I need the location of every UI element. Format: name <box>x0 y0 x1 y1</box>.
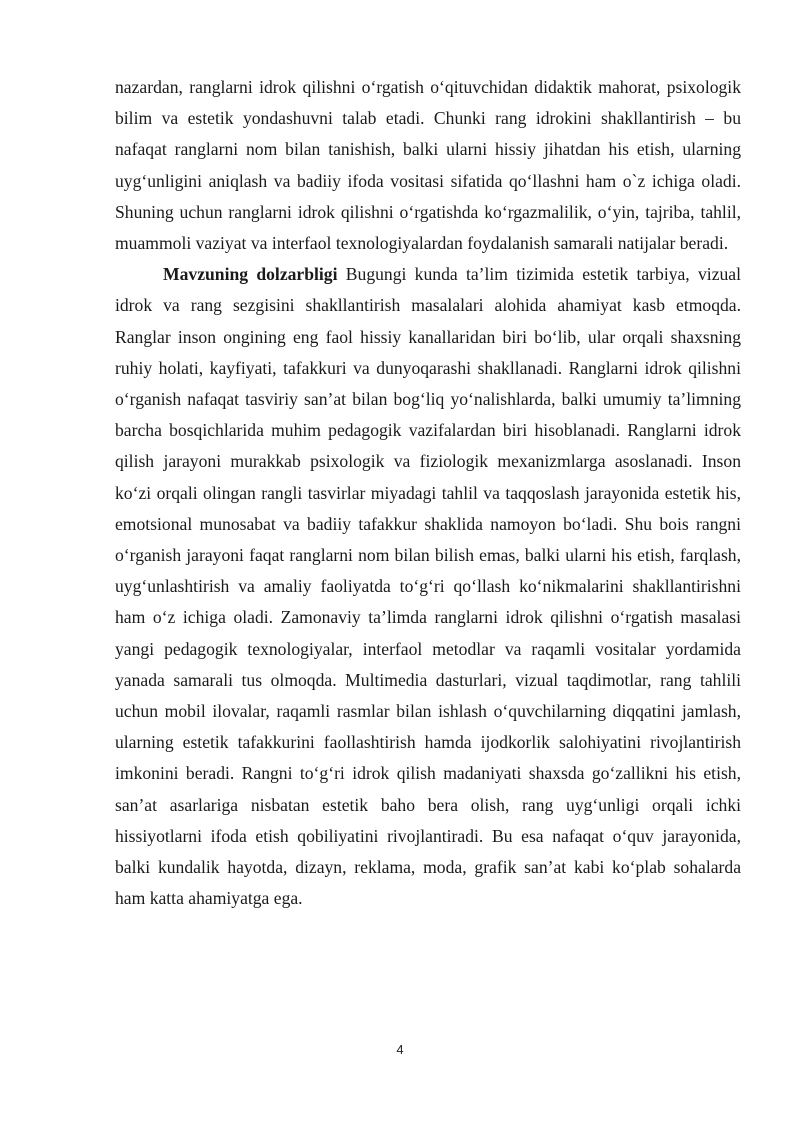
body-text <box>115 72 741 914</box>
paragraph-text: Bugungi kunda ta’lim tizimida estetik tarbiya, vizual idrok va rang sezgisini shakllantirish masalalari alohida ahamiyat kasb etmoqda. Ranglar inson ongining eng faol hissiy kanallaridan biri bo‘lib, ular orqali shaxsning ruhiy holati, kayfiyati, tafakkuri va dunyoqarashi shakllanadi. Ranglarni idrok qilishni o‘rganish nafaqat tasviriy san’at bilan bog‘liq yo‘nalishlarda, balki umumiy ta’limning barcha bosqichlarida muhim pedagogik vazifalardan biri hisoblanadi. Ranglarni idrok qilish jarayoni murakkab psixologik va fiziologik mexanizmlarga asoslanadi. Inson ko‘zi orqali olingan rangli tasvirlar miyadagi tahlil va taqqoslash jarayonida estetik his, emotsional munosabat va badiiy tafakkur shaklida namoyon bo‘ladi. Shu bois rangni o‘rganish jarayoni faqat ranglarni nom bilan bilish emas, balki ularni his etish, farqlash, uyg‘unlashtirish va amaliy faoliyatda to‘g‘ri qo‘llash ko‘nikmalarini shakllantirishni ham o‘z ichiga oladi. Zamonaviy ta’limda ranglarni idrok qilishni o‘rgatish masalasi yangi pedagogik texnologiyalar, interfaol metodlar va raqamli vositalar yordamida yanada samarali tus olmoqda. Multimedia dasturlari, vizual taqdimotlar, rang tahlili uchun mobil ilovalar, raqamli rasmlar bilan ishlash o‘quvchilarning diqqatini jamlash, ularning estetik tafakkurini faollashtirish hamda ijodkorlik salohiyatini rivojlantirish imkonini beradi. Rangni to‘g‘ri idrok qilish madaniyati shaxsda go‘zallikni his etish, san’at asarlariga nisbatan estetik baho bera olish, rang uyg‘unligi orqali ichki hissiyotlarni ifoda etish qobiliyatini rivojlantiradi. Bu esa nafaqat o‘quv jarayonida, balki kundalik hayotda, dizayn, reklama, moda, grafik san’at kabi ko‘plab sohalarda ham katta ahamiyatga ega. <box>115 264 741 909</box>
page-number: 4 <box>396 1042 404 1057</box>
paragraph-text: nazardan, ranglarni idrok qilishni o‘rgatish o‘qituvchidan didaktik mahorat, psixologik bilim va estetik yondashuvni talab etadi. Chunki rang idrokini shakllantirish – bu nafaqat ranglarni nom bilan tanishish, balki ularni hissiy jihatdan his etish, ularning uyg‘unligini aniqlash va badiiy ifoda vositasi sifatida qo‘llashni ham o`z ichiga oladi. Shuning uchun ranglarni idrok qilishni o‘rgatishda ko‘rgazmalilik, o‘yin, tajriba, tahlil, muammoli vaziyat va interfaol texnologiyalardan foydalanish samarali natijalar beradi. <box>115 77 741 254</box>
paragraph-continuation <box>115 72 741 259</box>
paragraph-relevance <box>115 259 741 914</box>
section-heading: Mavzuning dolzarbligi <box>163 264 338 285</box>
